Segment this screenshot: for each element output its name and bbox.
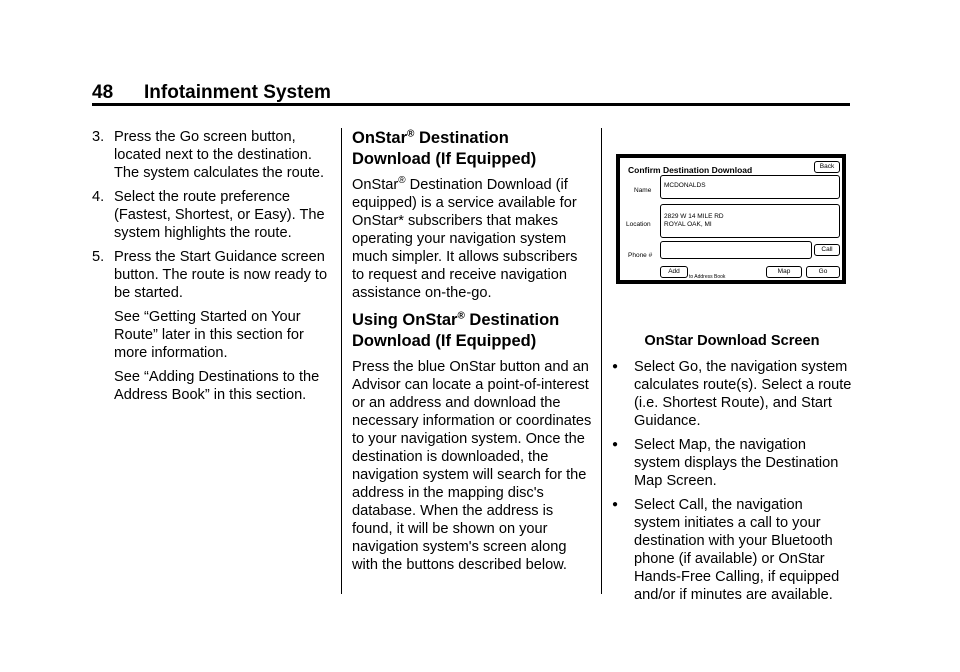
column-left [92,128,332,410]
figure-title: Confirm Destination Download [628,165,753,175]
paragraph-instructions: Press the blue OnStar button and an Advisor can locate a point-of-interest or an address and download the necessary information or coordinates to your navigation system. Once the destination is downloaded, the navigation system will search for the address in the mapping disc's database. When the address is found, it will be shown on your navigation system's screen along with the buttons described below. [352,359,592,573]
step-number: 5. [92,249,105,265]
bullet-text: Select Go, the navigation system calculates route(s). Select a route (i.e. Shortest Route), and Start Guidance. [634,359,852,429]
name-value: MCDONALDS [664,182,706,189]
to-address-book-label: to Address Book [689,274,726,280]
phone-field [660,241,812,259]
location-line2: ROYAL OAK, MI [664,221,712,228]
paragraph-intro: OnStar® Destination Download (if equipped) is a service available for OnStar* subscribers that makes operating your navigation system much simpler. It allows subscribers to request and receive navigation assistance on-the-go. [352,175,578,301]
heading-using-destination-download: Using OnStar® Destination Download (If Equipped) [352,310,560,350]
step-text: Select the route preference (Fastest, Shortest, or Easy). The system highlights the route. [114,189,325,241]
name-field [660,175,840,199]
bullet-text: Select Map, the navigation system displays the Destination Map Screen. [634,437,839,489]
map-button: Map [766,266,802,278]
step-text: Press the Start Guidance screen button. The route is now ready to be started. [114,249,328,301]
column-divider [341,128,342,594]
step-item [92,248,332,302]
bullet-item [612,496,852,604]
name-label: Name [634,187,652,194]
bullet-icon: ● [612,361,619,372]
step-text: Press the Go screen button, located next to the destination. The system calculates the route. [114,129,325,181]
phone-label: Phone # [628,252,653,259]
bullet-icon: ● [612,499,619,510]
onstar-download-screen-figure [616,154,846,284]
cross-reference-note: See “Adding Destinations to the Address Book” in this section. [114,369,320,403]
call-button: Call [814,244,840,256]
location-field [660,204,840,238]
step-item [92,188,332,242]
step-number: 3. [92,129,105,145]
go-button: Go [806,266,840,278]
back-button: Back [814,161,840,173]
column-divider [601,128,602,594]
step-item [92,128,332,182]
section-title: Infotainment System [144,82,331,103]
heading-destination-download: OnStar® Destination Download (If Equipped) [352,128,537,168]
page-number: 48 [92,82,114,103]
column-middle [352,128,592,582]
header-rule [92,103,850,106]
column-right [612,128,852,610]
bullet-icon: ● [612,439,619,450]
bullet-text: Select Call, the navigation system initiates a call to your destination with your Bluetooth phone (if available) or OnStar Hands-Free Calling, if equipped and/or if minutes are available. [634,497,840,603]
step-number: 4. [92,189,105,205]
bullet-item [612,436,852,490]
figure-caption: OnStar Download Screen [644,333,820,349]
cross-reference-note: See “Getting Started on Your Route” later in this section for more information. [114,309,304,361]
add-button: Add [660,266,688,278]
location-label: Location [626,221,651,228]
location-line1: 2829 W 14 MILE RD [664,213,724,220]
bullet-item [612,358,852,430]
